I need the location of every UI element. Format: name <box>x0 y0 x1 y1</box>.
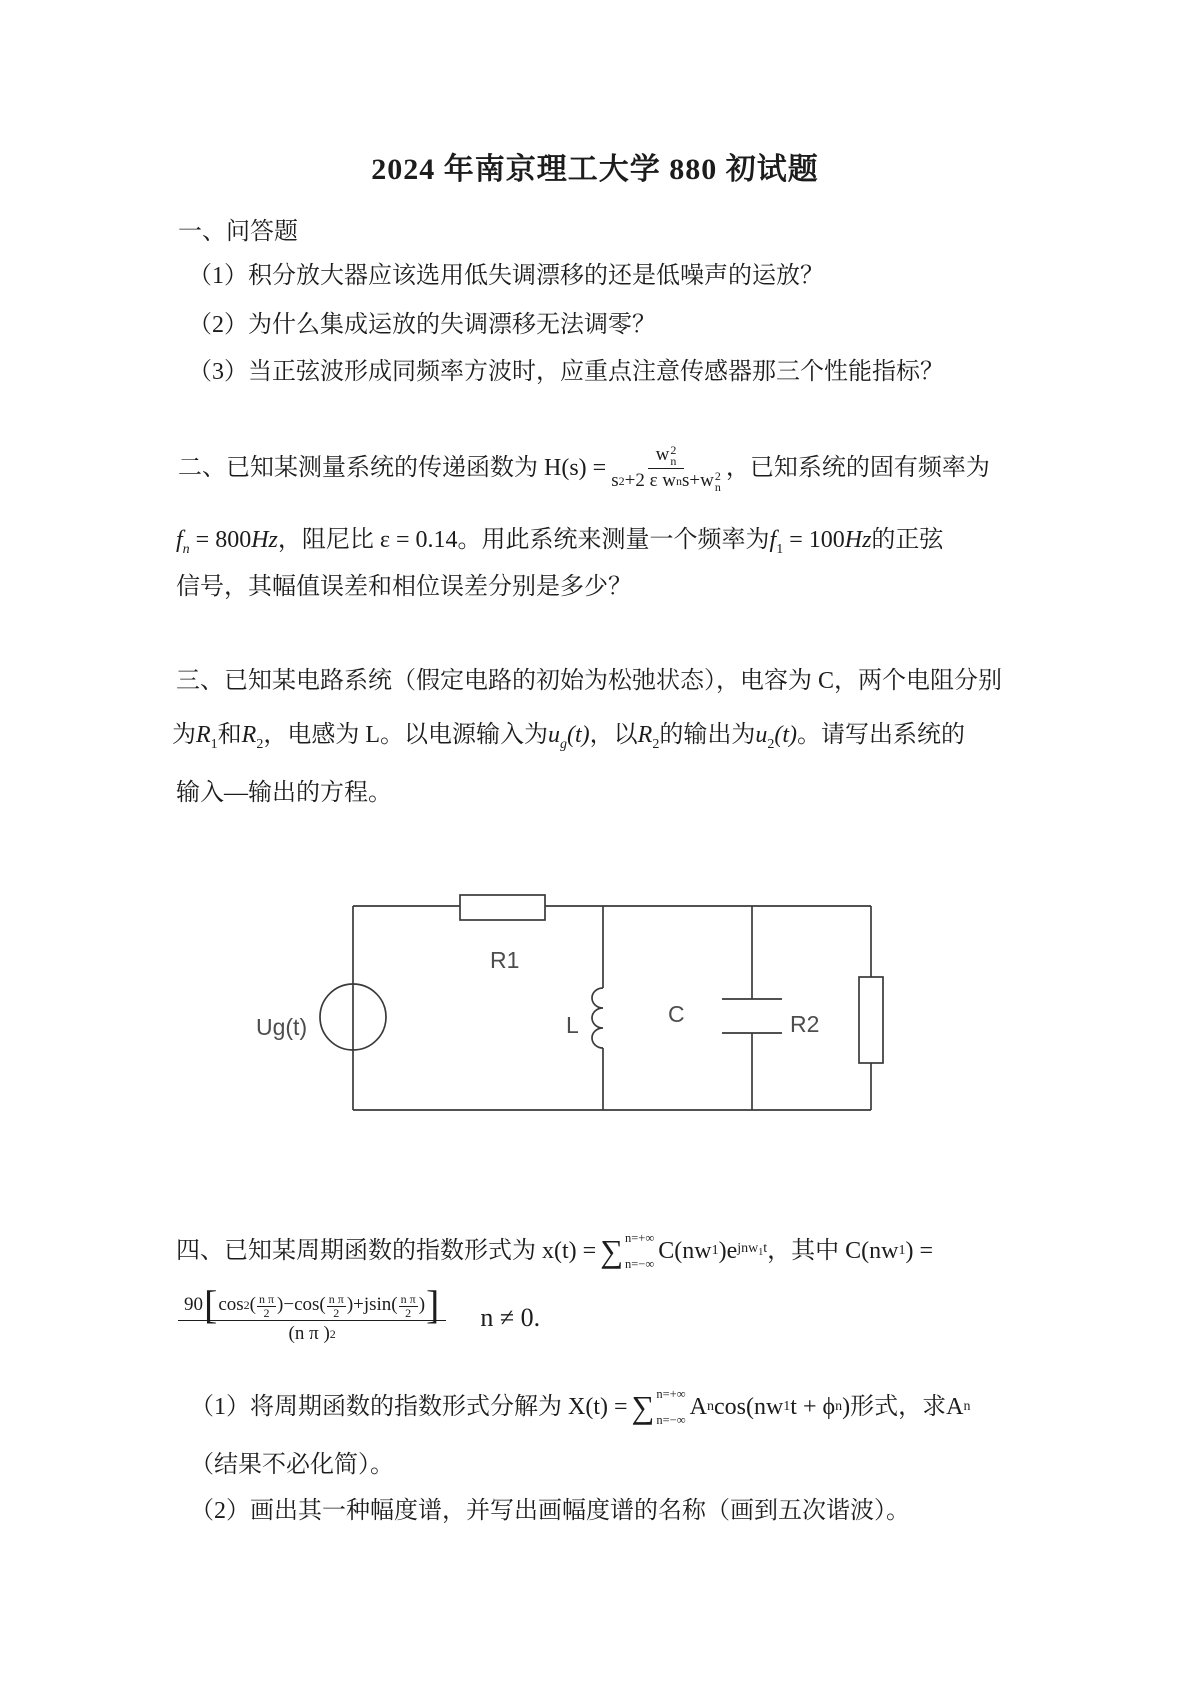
q3-line-1: 三、已知某电路系统（假定电路的初始为松弛状态），电容为 C，两个电阻分别 <box>176 668 1003 694</box>
r2-label: R2 <box>790 1011 820 1037</box>
c-label: C <box>668 1001 685 1027</box>
q4-item-2: （2）画出其一种幅度谱，并写出画幅度谱的名称（画到五次谐波）。 <box>190 1498 910 1524</box>
l-label: L <box>566 1012 579 1038</box>
r1-label: R1 <box>490 947 520 973</box>
coefficient-denominator: (n π ) 2 <box>288 1323 336 1345</box>
summation-symbol: ∑ n=+∞ n=−∞ <box>600 1231 655 1271</box>
source-label: Ug(t) <box>256 1014 308 1040</box>
q4-line-1: 四、已知某周期函数的指数形式为 x(t) = ∑ n=+∞ n=−∞ C(nw 1 )e jnw$_1$t ，其中 C(nw 1 ) = <box>176 1231 934 1271</box>
q2-after-fraction-text: ，已知系统的固有频率为 <box>725 455 990 482</box>
resistor-r1-box <box>460 895 545 920</box>
q4-item-1: （1）将周期函数的指数形式分解为 X(t) = ∑ n=+∞ n=−∞ A n cos(nw 1 t + ϕ n )形式，求A n <box>190 1387 971 1427</box>
transfer-function-fraction <box>611 444 721 493</box>
q2-line-2: $f_n = 800Hz$，阻尼比 ε = 0.14。用此系统来测量一个频率为$f_1 = 100Hz$的正弦 <box>176 527 944 557</box>
q1-item-2: （2）为什么集成运放的失调漂移无法调零？ <box>188 312 656 338</box>
q3-line-2: 为$R_1$和$R_2$，电感为 L。以电源输入为$u_g(t)$，以$R_2$的输出为$u_2(t)$。请写出系统的 <box>172 722 965 752</box>
fraction-numerator: w 2 n <box>648 444 685 469</box>
page-title: 2024 年南京理工大学 880 初试题 <box>371 153 819 186</box>
q2-lead-text: 二、已知某测量系统的传递函数为 H(s) = <box>178 455 607 482</box>
n-not-zero-condition: n ≠ 0. <box>480 1303 541 1333</box>
inductor-coil-symbol <box>592 988 603 1048</box>
coefficient-fraction <box>178 1282 446 1345</box>
q2-line-1 <box>178 444 990 493</box>
sum-lower-limit: n=−∞ <box>625 1256 655 1271</box>
q1-item-3: （3）当正弦波形成同频率方波时，应重点注意传感器那三个性能指标？ <box>188 359 944 385</box>
fraction-denominator: s 2 +2 ε w n s+w 2 n <box>611 468 721 495</box>
q3-line-3: 输入—输出的方程。 <box>176 780 392 806</box>
q4-note: （结果不必化简）。 <box>190 1452 394 1478</box>
resistor-r2-box <box>859 977 883 1063</box>
q1-heading: 一、问答题 <box>178 219 298 245</box>
q4-lead-text: 四、已知某周期函数的指数形式为 x(t) = <box>176 1238 597 1264</box>
sum-upper-limit: n=+∞ <box>625 1231 655 1245</box>
q1-item-1: （1）积分放大器应该选用低失调漂移的还是低噪声的运放？ <box>188 263 824 289</box>
coefficient-numerator: 90 [ cos 2 ( n π 2 )−cos( n π 2 )+jsin( n π 2 ) ] <box>178 1292 446 1321</box>
q2-line-3: 信号，其幅值误差和相位误差分别是多少？ <box>176 574 632 600</box>
summation-symbol: ∑ n=+∞ n=−∞ <box>631 1387 686 1427</box>
q4-formula <box>178 1282 541 1345</box>
circuit-diagram <box>230 880 900 1130</box>
